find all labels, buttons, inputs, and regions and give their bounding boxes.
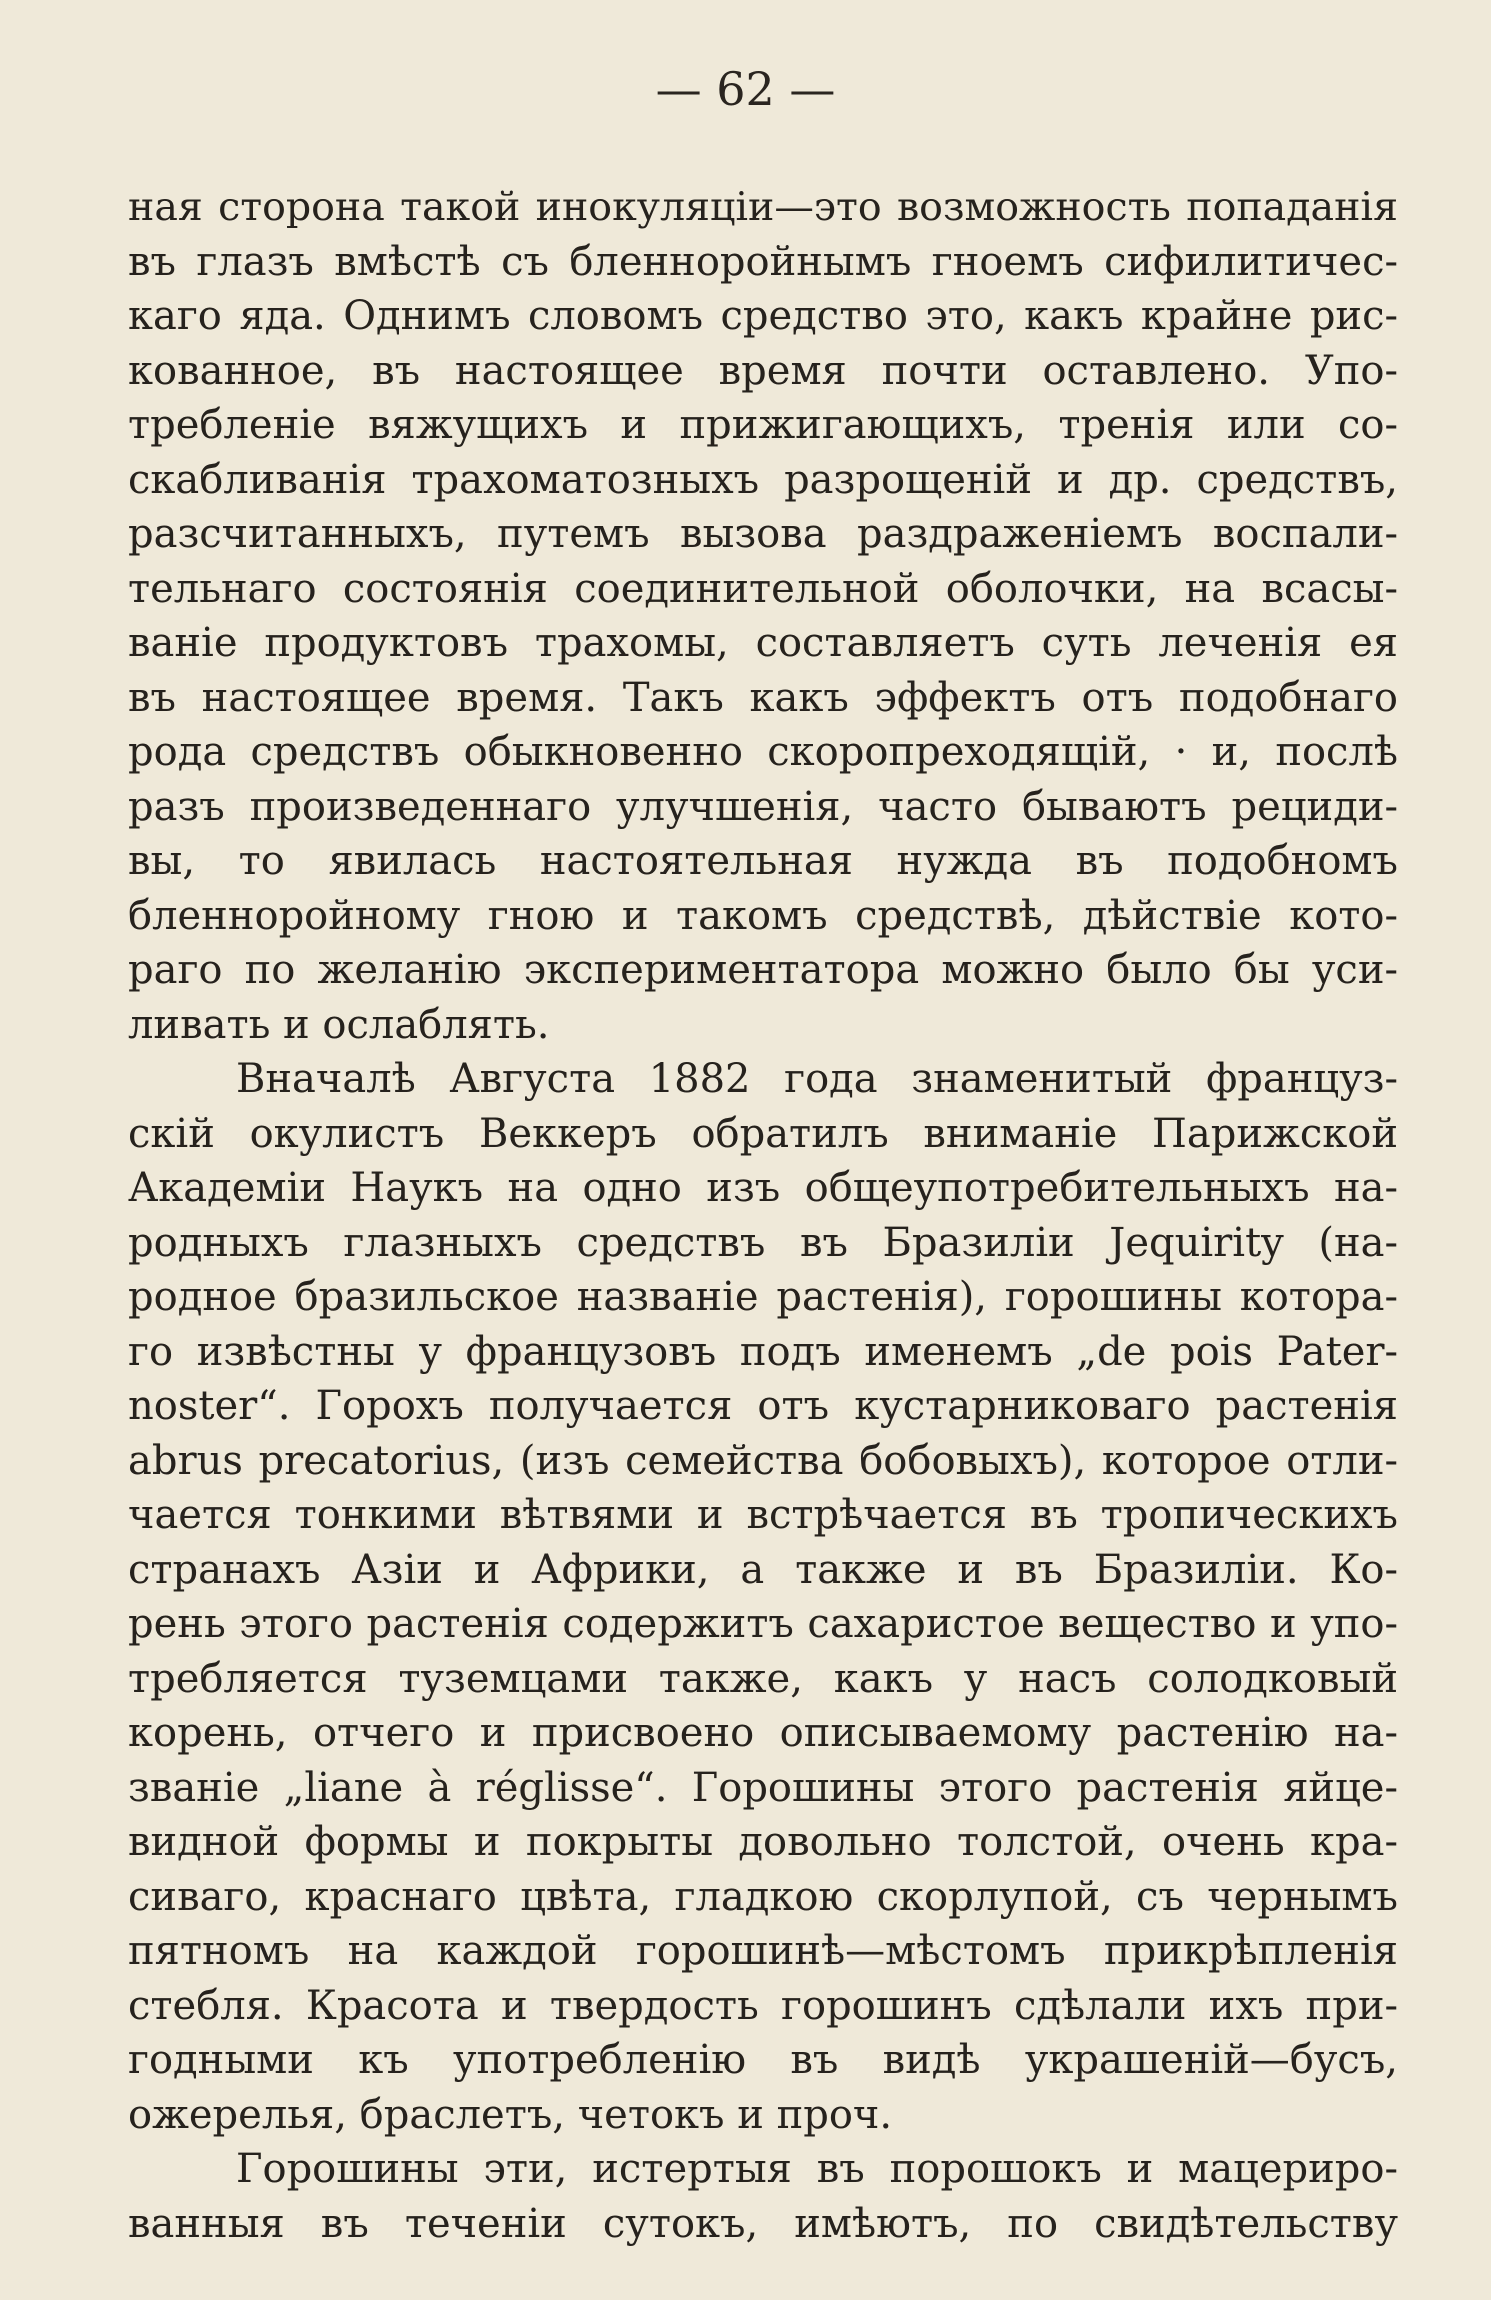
text-line: тельнаго состоянія соединительной оболочки, на всасы- — [128, 565, 1398, 612]
text-line: разсчитанныхъ, путемъ вызова раздраженіемъ воспали- — [128, 511, 1398, 557]
text-line: вы, то явилась настоятельная нужда въ подобномъ — [128, 838, 1398, 884]
text-line: требляется туземцами также, какъ у насъ солодковый — [128, 1655, 1398, 1702]
text-line: рень этого растенія содержитъ сахаристое вещество и упо- — [128, 1601, 1398, 1647]
text-line: ная сторона такой инокуляціи—это возможность попаданія — [128, 184, 1398, 230]
text-line: чается тонкими вѣтвями и встрѣчается въ тропическихъ — [128, 1492, 1398, 1538]
text-line: го извѣстны у французовъ подъ именемъ „de pois Pater- — [128, 1328, 1398, 1375]
text-line: пятномъ на каждой горошинѣ—мѣстомъ прикрѣпленія — [128, 1928, 1398, 1974]
paragraph — [128, 1052, 1398, 2142]
text-line: разъ произведеннаго улучшенія, часто бываютъ рециди- — [128, 783, 1398, 830]
text-line: стебля. Красота и твердость горошинъ сдѣлали ихъ при- — [128, 1982, 1398, 2029]
paragraph — [128, 180, 1398, 1052]
text-line: ожерелья, браслетъ, четокъ и проч. — [128, 2091, 893, 2138]
text-line: abrus precatorius, (изъ семейства бобовыхъ), которое отли- — [128, 1437, 1398, 1484]
text-line: Горошины эти, истертыя въ порошокъ и мацериро- — [236, 2146, 1398, 2192]
text-line: бленноройному гною и такомъ средствѣ, дѣйствіе кото- — [128, 892, 1398, 939]
text-line: странахъ Азіи и Африки, а также и въ Бразиліи. Ко- — [128, 1546, 1398, 1593]
text-line: годными къ употребленію въ видѣ украшеній—бусъ, — [128, 2037, 1398, 2083]
text-line: требленіе вяжущихъ и прижигающихъ, тренія или со- — [128, 402, 1398, 448]
text-line: въ настоящее время. Такъ какъ эффектъ отъ подобнаго — [128, 674, 1398, 721]
text-line: Академіи Наукъ на одно изъ общеупотребительныхъ на- — [128, 1165, 1398, 1211]
paragraph — [128, 2142, 1398, 2251]
text-line: каго яда. Однимъ словомъ средство это, какъ крайне рис- — [128, 293, 1398, 339]
body-text — [128, 180, 1398, 2251]
text-line: скабливанія трахоматозныхъ разрощеній и др. средствъ, — [128, 456, 1398, 503]
text-line: корень, отчего и присвоено описываемому растенію на- — [128, 1710, 1398, 1756]
text-line: ливать и ослаблять. — [128, 1001, 550, 1048]
text-line: сиваго, краснаго цвѣта, гладкою скорлупой, съ чернымъ — [128, 1873, 1398, 1920]
text-line: раго по желанію экспериментатора можно было бы уси- — [128, 947, 1398, 993]
text-line: Вначалѣ Августа 1882 года знаменитый француз- — [236, 1056, 1398, 1102]
text-line: ваніе продуктовъ трахомы, составляетъ суть леченія ея — [128, 620, 1398, 666]
text-line: скій окулистъ Веккеръ обратилъ вниманіе Парижской — [128, 1110, 1398, 1157]
text-line: родныхъ глазныхъ средствъ въ Бразиліи Jequirity (на- — [128, 1219, 1398, 1266]
page-number: — 62 — — [655, 62, 836, 116]
text-line: въ глазъ вмѣстѣ съ бленноройнымъ гноемъ сифилитичес- — [128, 238, 1398, 285]
text-line: кованное, въ настоящее время почти оставлено. Упо- — [128, 347, 1398, 394]
text-line: noster“. Горохъ получается отъ кустарниковаго растенія — [128, 1383, 1398, 1429]
text-line: рода средствъ обыкновенно скоропреходящій, · и, послѣ — [128, 729, 1398, 775]
text-line: званіе „liane à réglisse“. Горошины этого растенія яйце- — [128, 1764, 1398, 1811]
text-line: родное бразильское названіе растенія), горошины котора- — [128, 1274, 1398, 1320]
text-line: ванныя въ теченіи сутокъ, имѣютъ, по свидѣтельству — [128, 2200, 1398, 2247]
text-line: видной формы и покрыты довольно толстой, очень кра- — [128, 1819, 1398, 1865]
